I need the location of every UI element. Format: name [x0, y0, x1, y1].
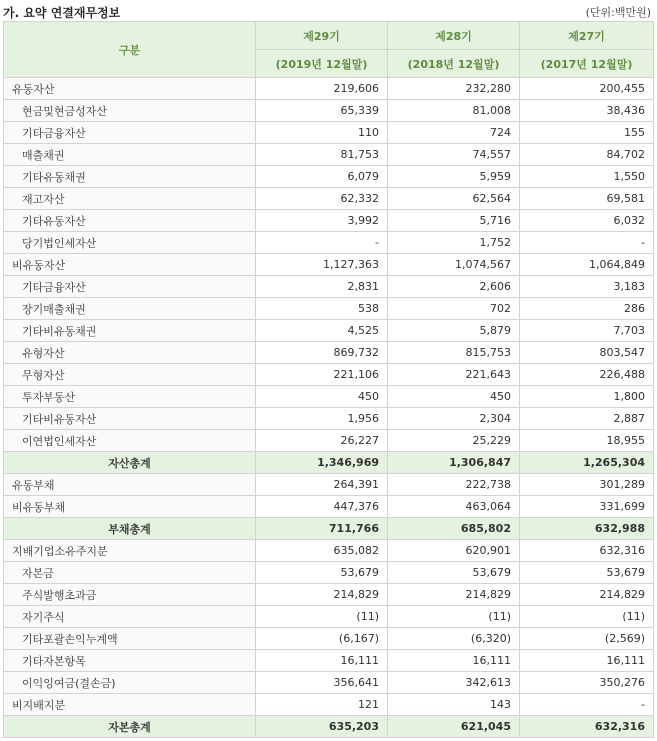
row-label: 당기법인세자산: [4, 232, 256, 254]
row-label: 투자부동산: [4, 386, 256, 408]
header-date-2019: (2019년 12월말): [256, 50, 388, 78]
row-value: 155: [520, 122, 654, 144]
row-value: 219,606: [256, 78, 388, 100]
row-value: 53,679: [388, 562, 520, 584]
row-label: 자본금: [4, 562, 256, 584]
table-row: [4, 78, 654, 100]
table-row: [4, 122, 654, 144]
row-value: 1,956: [256, 408, 388, 430]
row-value: 869,732: [256, 342, 388, 364]
table-header: [4, 22, 654, 78]
row-value: 538: [256, 298, 388, 320]
table-row: [4, 100, 654, 122]
row-value: 7,703: [520, 320, 654, 342]
table-row: [4, 650, 654, 672]
row-label: 이연법인세자산: [4, 430, 256, 452]
row-value: 635,203: [256, 716, 388, 738]
row-value: 16,111: [520, 650, 654, 672]
row-value: 221,106: [256, 364, 388, 386]
row-value: 1,800: [520, 386, 654, 408]
row-value: 6,032: [520, 210, 654, 232]
row-value: 81,008: [388, 100, 520, 122]
row-value: 214,829: [256, 584, 388, 606]
page-title: 가. 요약 연결재무정보: [3, 6, 121, 20]
table-row: [4, 364, 654, 386]
row-value: 1,550: [520, 166, 654, 188]
row-label: 자기주식: [4, 606, 256, 628]
table-row: [4, 144, 654, 166]
table-row: [4, 606, 654, 628]
row-value: 18,955: [520, 430, 654, 452]
row-value: 143: [388, 694, 520, 716]
row-value: 222,738: [388, 474, 520, 496]
row-label: 유동자산: [4, 78, 256, 100]
row-value: 110: [256, 122, 388, 144]
row-value: 632,988: [520, 518, 654, 540]
row-value: 81,753: [256, 144, 388, 166]
row-value: 803,547: [520, 342, 654, 364]
row-label: 장기매출채권: [4, 298, 256, 320]
table-row: [4, 254, 654, 276]
table-row: [4, 474, 654, 496]
row-value: 62,332: [256, 188, 388, 210]
row-value: 2,887: [520, 408, 654, 430]
row-value: 5,959: [388, 166, 520, 188]
row-value: 1,064,849: [520, 254, 654, 276]
row-label: 자산총계: [4, 452, 256, 474]
table-row: [4, 496, 654, 518]
financial-table-container: [3, 21, 653, 738]
unit-label: (단위:백만원): [585, 6, 651, 19]
row-value: 621,045: [388, 716, 520, 738]
row-value: 2,606: [388, 276, 520, 298]
row-value: 2,831: [256, 276, 388, 298]
financial-summary-table: [3, 21, 654, 738]
title-bar: [0, 0, 657, 22]
row-value: 450: [388, 386, 520, 408]
row-value: 1,346,969: [256, 452, 388, 474]
row-label: 기타유동채권: [4, 166, 256, 188]
row-value: 53,679: [256, 562, 388, 584]
table-row: [4, 320, 654, 342]
row-value: 702: [388, 298, 520, 320]
table-row-total: [4, 716, 654, 738]
row-value: (6,320): [388, 628, 520, 650]
table-row: [4, 540, 654, 562]
table-row: [4, 232, 654, 254]
row-value: 463,064: [388, 496, 520, 518]
row-value: 3,183: [520, 276, 654, 298]
row-value: 685,802: [388, 518, 520, 540]
row-value: 711,766: [256, 518, 388, 540]
header-term-27: 제27기: [520, 22, 654, 50]
row-label: 기타포괄손익누계액: [4, 628, 256, 650]
row-value: 632,316: [520, 716, 654, 738]
row-value: 1,752: [388, 232, 520, 254]
table-row: [4, 430, 654, 452]
table-row-total: [4, 452, 654, 474]
row-label: 유형자산: [4, 342, 256, 364]
row-label: 기타자본항목: [4, 650, 256, 672]
row-label: 기타비유동자산: [4, 408, 256, 430]
header-term-29: 제29기: [256, 22, 388, 50]
row-label: 기타유동자산: [4, 210, 256, 232]
table-row: [4, 408, 654, 430]
table-row: [4, 342, 654, 364]
row-value: (11): [256, 606, 388, 628]
row-label: 이익잉여금(결손금): [4, 672, 256, 694]
row-label: 유동부채: [4, 474, 256, 496]
row-value: 286: [520, 298, 654, 320]
row-label: 기타금융자산: [4, 276, 256, 298]
row-value: (11): [520, 606, 654, 628]
row-value: -: [256, 232, 388, 254]
table-row: [4, 386, 654, 408]
row-value: 635,082: [256, 540, 388, 562]
row-value: 53,679: [520, 562, 654, 584]
row-value: 632,316: [520, 540, 654, 562]
row-label: 기타금융자산: [4, 122, 256, 144]
row-label: 재고자산: [4, 188, 256, 210]
row-value: 264,391: [256, 474, 388, 496]
row-value: 221,643: [388, 364, 520, 386]
row-value: 16,111: [256, 650, 388, 672]
table-row: [4, 166, 654, 188]
row-value: 350,276: [520, 672, 654, 694]
row-value: 6,079: [256, 166, 388, 188]
row-label: 자본총계: [4, 716, 256, 738]
row-value: 356,641: [256, 672, 388, 694]
row-value: 69,581: [520, 188, 654, 210]
row-value: 62,564: [388, 188, 520, 210]
row-value: 342,613: [388, 672, 520, 694]
row-value: 450: [256, 386, 388, 408]
row-value: 2,304: [388, 408, 520, 430]
row-value: 1,074,567: [388, 254, 520, 276]
header-gubun: 구분: [4, 22, 256, 78]
row-value: 5,716: [388, 210, 520, 232]
row-value: 38,436: [520, 100, 654, 122]
row-value: 16,111: [388, 650, 520, 672]
table-row: [4, 628, 654, 650]
row-label: 현금및현금성자산: [4, 100, 256, 122]
row-label: 기타비유동채권: [4, 320, 256, 342]
table-row: [4, 672, 654, 694]
row-value: 214,829: [388, 584, 520, 606]
row-value: 447,376: [256, 496, 388, 518]
row-value: 226,488: [520, 364, 654, 386]
row-label: 부채총계: [4, 518, 256, 540]
row-value: 724: [388, 122, 520, 144]
table-row: [4, 210, 654, 232]
row-label: 비유동부채: [4, 496, 256, 518]
row-value: (6,167): [256, 628, 388, 650]
table-row: [4, 276, 654, 298]
row-label: 무형자산: [4, 364, 256, 386]
row-label: 주식발행초과금: [4, 584, 256, 606]
row-value: 25,229: [388, 430, 520, 452]
row-value: 1,306,847: [388, 452, 520, 474]
table-row: [4, 188, 654, 210]
row-value: 74,557: [388, 144, 520, 166]
row-value: 1,265,304: [520, 452, 654, 474]
row-value: 3,992: [256, 210, 388, 232]
header-date-2018: (2018년 12월말): [388, 50, 520, 78]
row-value: (2,569): [520, 628, 654, 650]
table-row: [4, 694, 654, 716]
table-row-total: [4, 518, 654, 540]
table-row: [4, 584, 654, 606]
row-value: -: [520, 694, 654, 716]
table-row: [4, 562, 654, 584]
header-date-2017: (2017년 12월말): [520, 50, 654, 78]
row-label: 비지배지분: [4, 694, 256, 716]
row-value: 84,702: [520, 144, 654, 166]
row-value: 620,901: [388, 540, 520, 562]
row-value: 121: [256, 694, 388, 716]
header-row-terms: [4, 22, 654, 50]
row-value: (11): [388, 606, 520, 628]
header-term-28: 제28기: [388, 22, 520, 50]
row-value: 65,339: [256, 100, 388, 122]
row-value: 214,829: [520, 584, 654, 606]
row-value: 232,280: [388, 78, 520, 100]
row-label: 비유동자산: [4, 254, 256, 276]
table-row: [4, 298, 654, 320]
row-value: 815,753: [388, 342, 520, 364]
row-value: 331,699: [520, 496, 654, 518]
row-value: 5,879: [388, 320, 520, 342]
row-value: 26,227: [256, 430, 388, 452]
row-value: -: [520, 232, 654, 254]
row-value: 301,289: [520, 474, 654, 496]
row-label: 매출채권: [4, 144, 256, 166]
table-body: [4, 78, 654, 738]
row-value: 1,127,363: [256, 254, 388, 276]
row-value: 200,455: [520, 78, 654, 100]
row-label: 지배기업소유주지분: [4, 540, 256, 562]
row-value: 4,525: [256, 320, 388, 342]
